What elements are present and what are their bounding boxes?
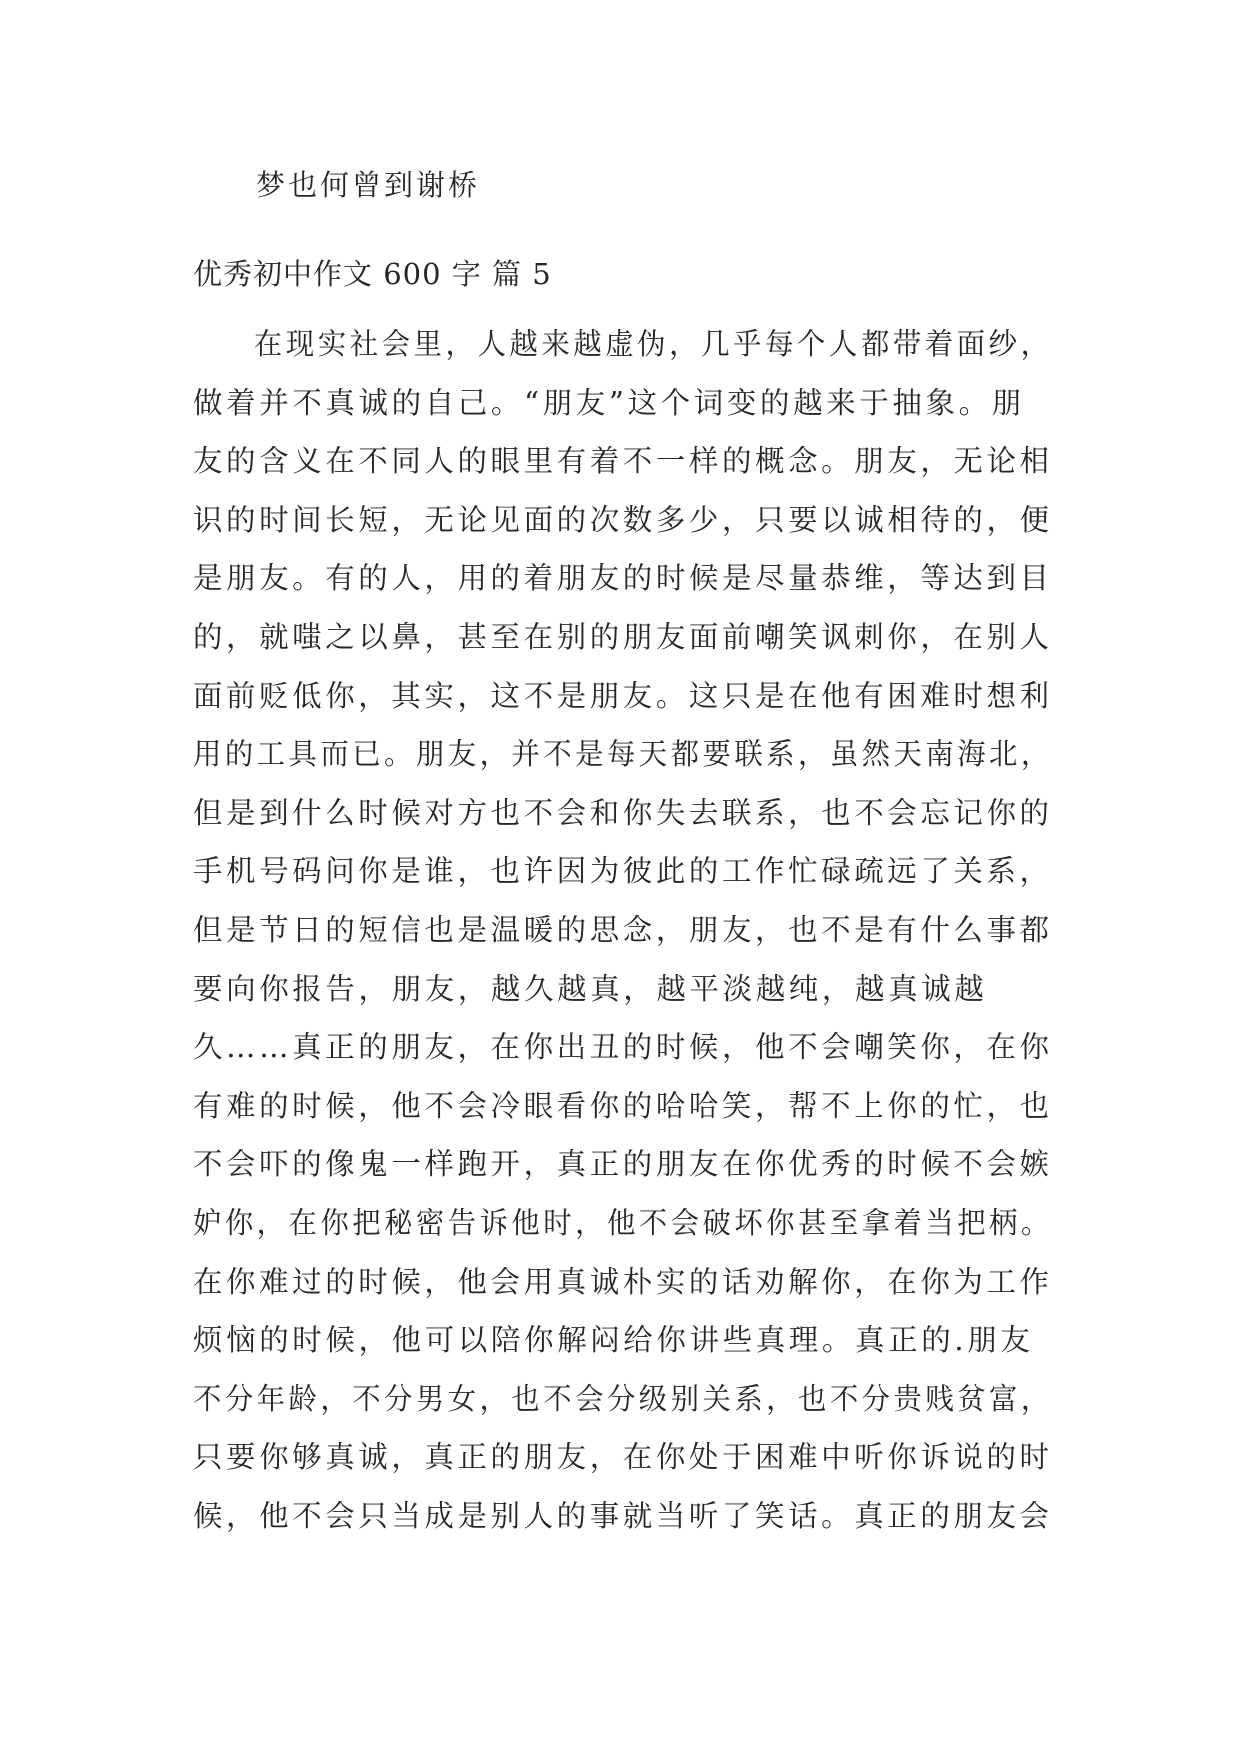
- essay-line: 候，他不会只当成是别人的事就当听了笑话。真正的朋友会: [193, 1498, 1053, 1533]
- essay-heading: 优秀初中作文 600 字 篇 5: [193, 257, 552, 291]
- essay-body: [193, 322, 1053, 1552]
- essay-line: 的，就嗤之以鼻，甚至在别的朋友面前嘲笑讽刺你，在别人: [193, 619, 1053, 654]
- essay-line: 不分年龄，不分男女，也不会分级别关系，也不分贵贱贫富，: [193, 1381, 1053, 1416]
- essay-line: 做着并不真诚的自己。“朋友”这个词变的越来于抽象。朋: [193, 385, 1025, 420]
- essay-line: 有难的时候，他不会冷眼看你的哈哈笑，帮不上你的忙，也: [193, 1088, 1053, 1123]
- essay-line: 手机号码问你是谁，也许因为彼此的工作忙碌疏远了关系，: [193, 854, 1053, 889]
- essay-line: 只要你够真诚，真正的朋友，在你处于困难中听你诉说的时: [193, 1440, 1053, 1475]
- essay-line: 识的时间长短，无论见面的次数多少，只要以诚相待的，便: [193, 502, 1053, 537]
- essay-line: 但是到什么时候对方也不会和你失去联系，也不会忘记你的: [193, 795, 1053, 830]
- essay-line: 妒你，在你把秘密告诉他时，他不会破坏你甚至拿着当把柄。: [193, 1205, 1053, 1240]
- essay-line: 用的工具而已。朋友，并不是每天都要联系，虽然天南海北，: [193, 737, 1053, 772]
- essay-line: 要向你报告，朋友，越久越真，越平淡越纯，越真诚越: [193, 971, 988, 1006]
- essay-line: 是朋友。有的人，用的着朋友的时候是尽量恭维，等达到目: [193, 561, 1053, 596]
- essay-line: 面前贬低你，其实，这不是朋友。这只是在他有困难时想利: [193, 678, 1053, 713]
- essay-line: 但是节日的短信也是温暖的思念，朋友，也不是有什么事都: [193, 912, 1053, 947]
- essay-line: 烦恼的时候，他可以陪你解闷给你讲些真理。真正的.朋友: [193, 1323, 1034, 1358]
- essay-line: 久……真正的朋友，在你出丑的时候，他不会嘲笑你，在你: [193, 1030, 1053, 1065]
- essay-line: 在你难过的时候，他会用真诚朴实的话劝解你，在你为工作: [193, 1264, 1053, 1299]
- essay-line: 不会吓的像鬼一样跑开，真正的朋友在你优秀的时候不会嫉: [193, 1147, 1053, 1182]
- essay-line: 在现实社会里，人越来越虚伪，几乎每个人都带着面纱，: [253, 327, 1053, 361]
- poem-line: 梦也何曾到谢桥: [256, 168, 481, 202]
- essay-line: 友的含义在不同人的眼里有着不一样的概念。朋友，无论相: [193, 444, 1053, 479]
